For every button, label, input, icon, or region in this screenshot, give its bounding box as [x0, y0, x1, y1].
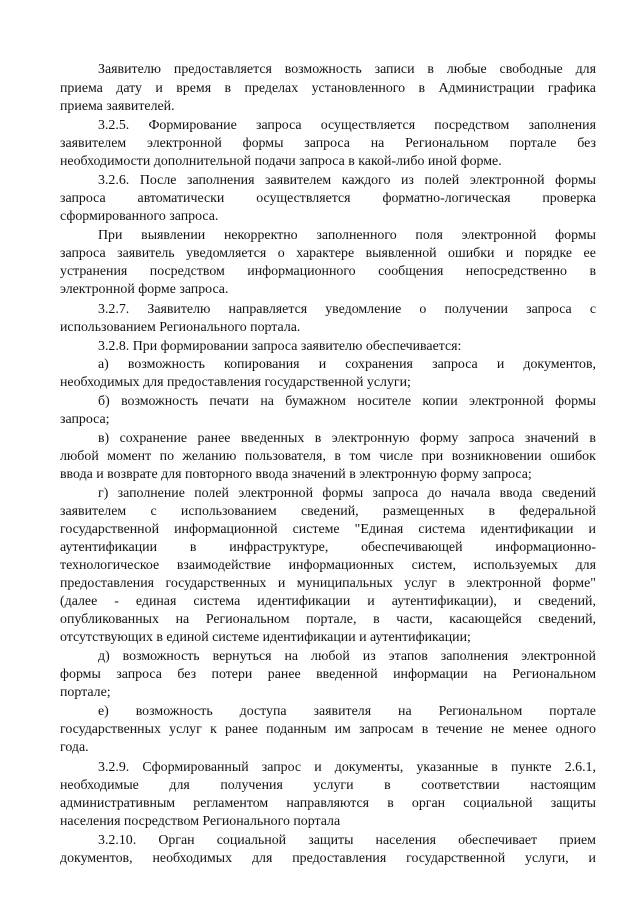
text-line: аутентификации в инфраструктуре, обеспечивающей информационно- — [60, 540, 596, 555]
text-line: б) возможность печати на бумажном носителе копии электронной формы — [98, 394, 596, 409]
text-line: При выявлении некорректно заполненного поля электронной формы — [98, 228, 596, 243]
text-line: заявителем с использованием сведений, размещенных в федеральной — [60, 504, 596, 519]
text-line: технологическое взаимодействие информационных систем, используемых для — [60, 558, 596, 573]
text-line: государственной информационной системе "Единая система идентификации и — [60, 522, 596, 537]
text-line: любой момент по желанию пользователя, в том числе при возникновении ошибок — [60, 449, 596, 464]
text-line: необходимости дополнительной подачи запроса в какой-либо иной форме. — [60, 154, 502, 169]
text-line: заявителем электронной формы запроса на Региональном портале без — [60, 136, 596, 151]
text-line: приема заявителей. — [60, 99, 175, 114]
text-line: д) возможность вернуться на любой из этапов заполнения электронной — [98, 649, 596, 664]
text-line: устранения посредством информационного сообщения непосредственно в — [60, 264, 596, 279]
text-line: а) возможность копирования и сохранения запроса и документов, — [98, 357, 596, 372]
text-line: отсутствующих в единой системе идентификации и аутентификации; — [60, 630, 471, 645]
text-line: 3.2.10. Орган социальной защиты населения обеспечивает прием — [98, 833, 596, 848]
text-line: формы запроса без потери ранее введенной информации на Региональном — [60, 667, 596, 682]
text-line: запроса автоматически осуществляется форматно-логическая проверка — [60, 191, 596, 206]
text-line: населения посредством Регионального портала — [60, 814, 341, 829]
text-line: 3.2.8. При формировании запроса заявителю обеспечивается: — [98, 339, 462, 354]
text-line: использованием Регионального портала. — [60, 320, 301, 335]
text-line: сформированного запроса. — [60, 209, 219, 224]
text-line: 3.2.5. Формирование запроса осуществляется посредством заполнения — [98, 118, 596, 133]
text-line: 3.2.7. Заявителю направляется уведомление о получении запроса с — [98, 302, 596, 317]
text-line: государственных услуг к ранее поданным им запросам в течение не менее одного — [60, 722, 596, 737]
text-line: Заявителю предоставляется возможность записи в любые свободные для — [98, 62, 596, 77]
text-line: запроса заявитель уведомляется о характере выявленной ошибки и порядке ее — [60, 246, 596, 261]
text-line: портале; — [60, 685, 111, 700]
text-line: 3.2.6. После заполнения заявителем каждого из полей электронной формы — [98, 173, 596, 188]
text-line: года. — [60, 740, 89, 755]
text-line: документов, необходимых для предоставления государственной услуги, и — [60, 851, 596, 866]
text-line: в) сохранение ранее введенных в электронную форму запроса значений в — [98, 431, 596, 446]
text-line: административным регламентом направляются в орган социальной защиты — [60, 796, 596, 811]
text-line: г) заполнение полей электронной формы запроса до начала ввода сведений — [98, 486, 596, 501]
text-line: ввода и возврате для повторного ввода значений в электронную форму запроса; — [60, 467, 532, 482]
text-line: приема дату и время в пределах установленного в Администрации графика — [60, 81, 596, 96]
text-line: запроса; — [60, 412, 110, 427]
text-line: 3.2.9. Сформированный запрос и документы, указанные в пункте 2.6.1, — [98, 760, 596, 775]
text-line: электронной форме запроса. — [60, 282, 229, 297]
text-line: опубликованных на Региональном портале, в части, касающейся сведений, — [60, 612, 596, 627]
text-line: необходимые для получения услуги в соответствии настоящим — [60, 778, 596, 793]
text-line: (далее - единая система идентификации и аутентификации), и сведений, — [60, 594, 596, 609]
text-line: предоставления государственных и муниципальных услуг в электронной форме" — [60, 576, 596, 591]
text-line: необходимых для предоставления государственной услуги; — [60, 375, 411, 390]
text-line: е) возможность доступа заявителя на Региональном портале — [98, 704, 596, 719]
